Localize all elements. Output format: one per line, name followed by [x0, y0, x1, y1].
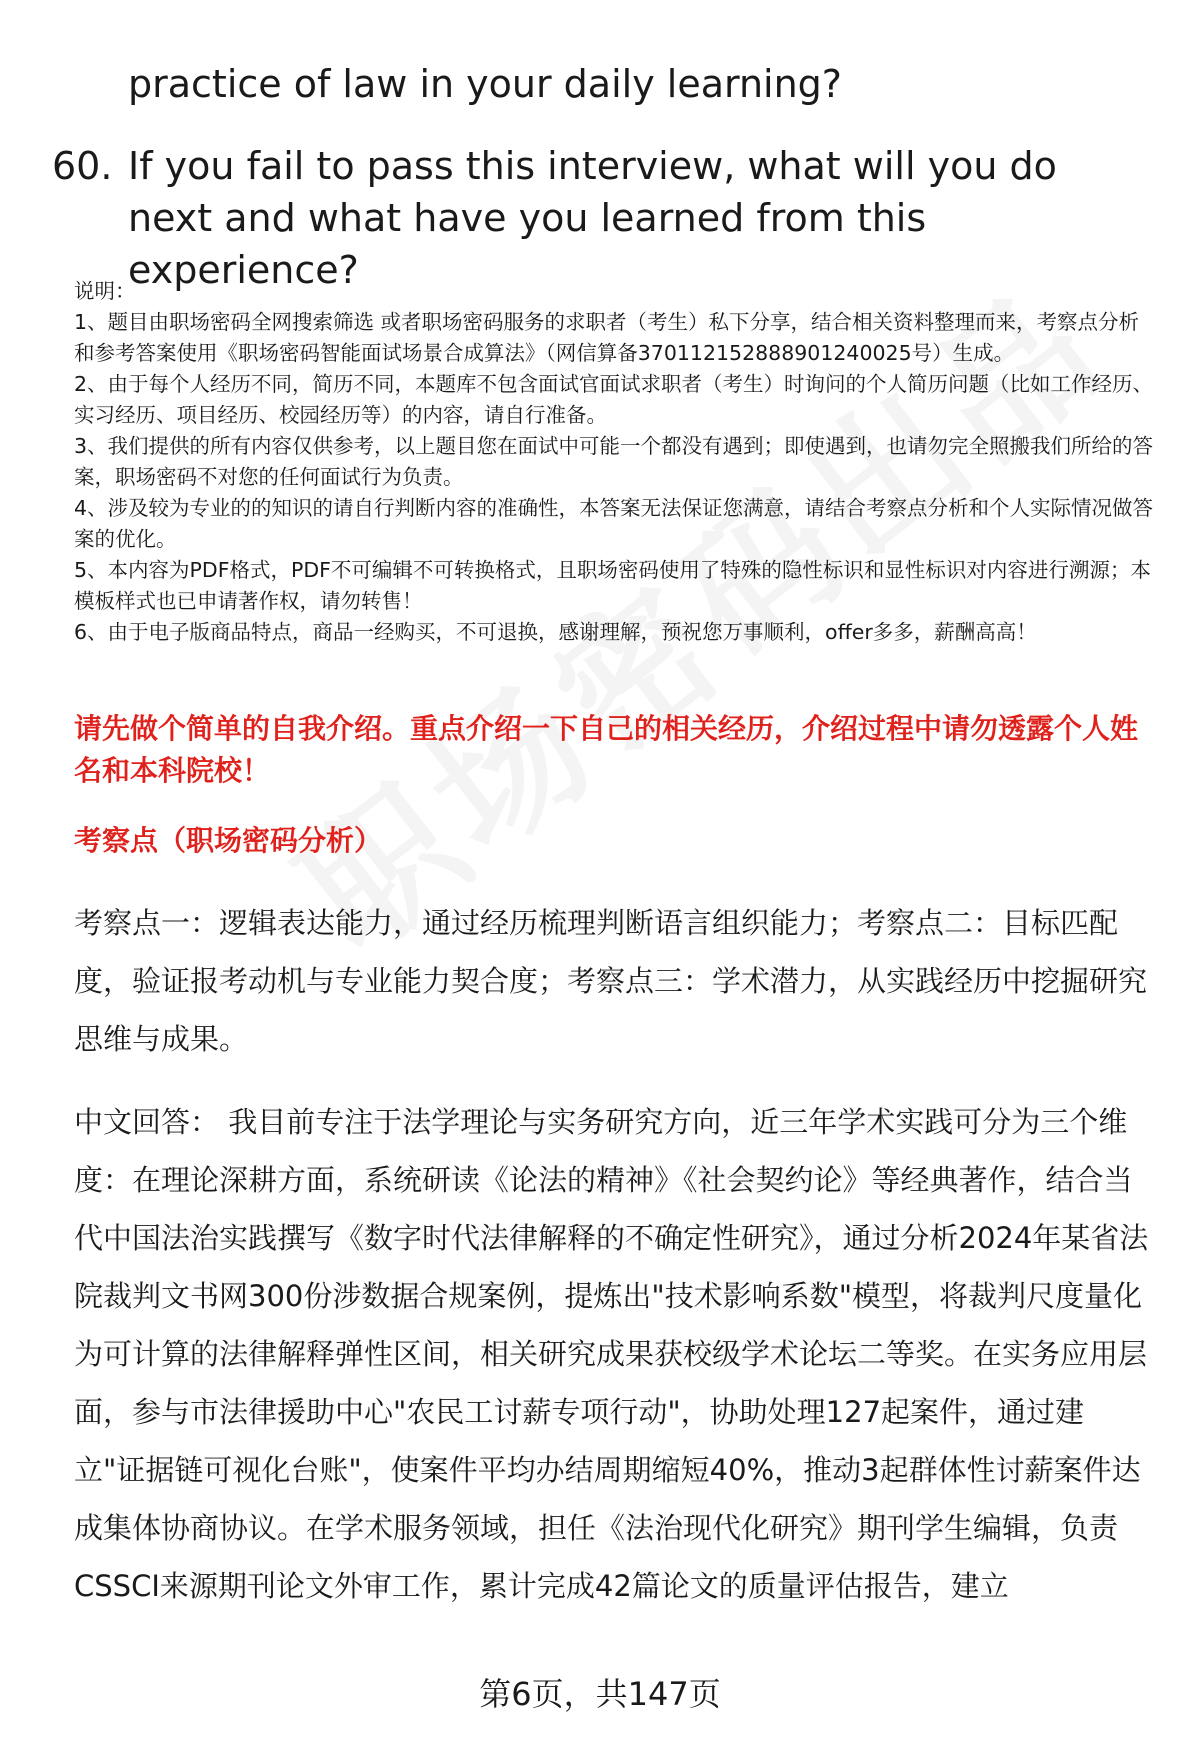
self-intro-question: 请先做个简单的自我介绍。重点介绍一下自己的相关经历，介绍过程中请勿透露个人姓名和本科院校！ [74, 712, 1139, 787]
note-item: 4、涉及较为专业的的知识的请自行判断内容的准确性，本答案无法保证您满意，请结合考察点分析和个人实际情况做答案的优化。 [74, 496, 1154, 551]
question-text: If you fail to pass this interview, what will you do next and what have you learned from this experience? [128, 144, 1057, 292]
note-item: 1、题目由职场密码全网搜索筛选 或者职场密码服务的求职者（考生）私下分享，结合相关资料整理而来，考察点分析和参考答案使用《职场密码智能面试场景合成算法》（网信算备370112152888901240025号）生成。 [74, 310, 1140, 365]
page-footer: 第6页，共147页 [479, 1675, 721, 1713]
answer-text: 中文回答： 我目前专注于法学理论与实务研究方向，近三年学术实践可分为三个维度：在理论深耕方面，系统研读《论法的精神》《社会契约论》等经典著作，结合当代中国法治实践撰写《数字时代法律解释的不确定性研究》，通过分析2024年某省法院裁判文书网300份涉数据合规案例，提炼出"技术影响系数"模型，将裁判尺度量化为可计算的法律解释弹性区间，相关研究成果获校级学术论坛二等奖。在实务应用层面，参与市法律援助中心"农民工讨薪专项行动"，协助处理127起案件，通过建立"证据链可视化台账"，使案件平均办结周期缩短40%，推动3起群体性讨薪案件达成集体协商协议。在学术服务领域，担任《法治现代化研究》期刊学生编辑，负责CSSCI来源期刊论文外审工作，累计完成42篇论文的质量评估报告，建立 [74, 1105, 1149, 1603]
question-60 [52, 140, 1152, 296]
note-item: 3、我们提供的所有内容仅供参考，以上题目您在面试中可能一个都没有遇到；即使遇到，也请勿完全照搬我们所给的答案，职场密码不对您的任何面试行为负责。 [74, 434, 1154, 489]
question-continuation: practice of law in your daily learning? [128, 62, 842, 106]
analysis-text: 考察点一：逻辑表达能力，通过经历梳理判断语言组织能力；考察点二：目标匹配度，验证报考动机与专业能力契合度；考察点三：学术潜力，从实践经历中挖掘研究思维与成果。 [74, 906, 1148, 1056]
question-number: 60. [52, 144, 113, 188]
note-item: 2、由于每个人经历不同，简历不同，本题库不包含面试官面试求职者（考生）时询问的个人简历问题（比如工作经历、实习经历、项目经历、校园经历等）的内容，请自行准备。 [74, 372, 1154, 427]
notes-section [74, 276, 1154, 648]
note-item: 6、由于电子版商品特点，商品一经购买，不可退换，感谢理解，预祝您万事顺利，offer多多，薪酬高高！ [74, 620, 1037, 644]
analysis-title: 考察点（职场密码分析） [74, 824, 383, 857]
note-item: 5、本内容为PDF格式，PDF不可编辑不可转换格式，且职场密码使用了特殊的隐性标识和显性标识对内容进行溯源；本模板样式也已申请著作权，请勿转售！ [74, 558, 1151, 613]
notes-title: 说明： [74, 279, 136, 303]
